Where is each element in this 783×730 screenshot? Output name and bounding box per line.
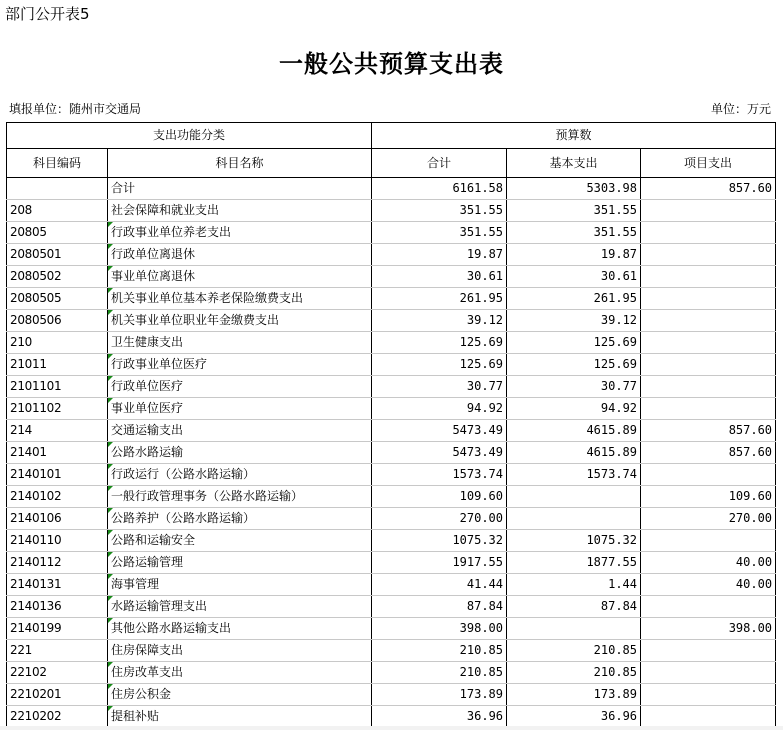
cell-subject-code[interactable]: 2080505 xyxy=(7,288,108,310)
table-row xyxy=(7,574,776,596)
cell-project-expenditure[interactable] xyxy=(641,596,776,618)
subject-name-text: 住房改革支出 xyxy=(111,665,184,679)
cell-project-expenditure[interactable] xyxy=(641,200,776,222)
subject-name-text: 合计 xyxy=(111,181,136,195)
cell-project-expenditure[interactable]: 857.60 xyxy=(641,420,776,442)
cell-total[interactable]: 36.96 xyxy=(372,706,507,728)
cell-basic-expenditure[interactable]: 351.55 xyxy=(507,200,641,222)
cell-subject-name[interactable] xyxy=(108,508,372,530)
table-row xyxy=(7,266,776,288)
cell-subject-code[interactable] xyxy=(7,178,108,200)
cell-total[interactable]: 41.44 xyxy=(372,574,507,596)
cell-total[interactable]: 1075.32 xyxy=(372,530,507,552)
cell-subject-name[interactable] xyxy=(108,354,372,376)
table-row xyxy=(7,596,776,618)
subject-name-text: 海事管理 xyxy=(111,577,160,591)
cell-total[interactable]: 261.95 xyxy=(372,288,507,310)
cell-basic-expenditure[interactable]: 125.69 xyxy=(507,354,641,376)
cell-subject-name[interactable] xyxy=(108,486,372,508)
table-row xyxy=(7,310,776,332)
cell-total[interactable]: 87.84 xyxy=(372,596,507,618)
header-row-group xyxy=(7,123,776,149)
cell-project-expenditure[interactable] xyxy=(641,244,776,266)
cell-project-expenditure[interactable] xyxy=(641,640,776,662)
subject-name-text: 行政运行（公路水路运输） xyxy=(111,467,256,481)
cell-total[interactable]: 6161.58 xyxy=(372,178,507,200)
cell-subject-name[interactable] xyxy=(108,266,372,288)
cell-subject-code[interactable]: 2140106 xyxy=(7,508,108,530)
cell-basic-expenditure[interactable]: 1877.55 xyxy=(507,552,641,574)
cell-basic-expenditure[interactable]: 39.12 xyxy=(507,310,641,332)
cell-marker-icon xyxy=(108,662,113,667)
table-row xyxy=(7,662,776,684)
header-function-classification[interactable]: 支出功能分类 xyxy=(7,123,372,149)
cell-subject-name[interactable] xyxy=(108,332,372,354)
subject-name-text: 公路水路运输 xyxy=(111,445,184,459)
cell-marker-icon xyxy=(108,486,113,491)
subject-name-text: 事业单位医疗 xyxy=(111,401,184,415)
table-row xyxy=(7,420,776,442)
cell-basic-expenditure[interactable]: 1.44 xyxy=(507,574,641,596)
cell-subject-name[interactable] xyxy=(108,662,372,684)
subject-name-text: 一般行政管理事务（公路水路运输） xyxy=(111,489,304,503)
cell-total[interactable]: 270.00 xyxy=(372,508,507,530)
sheet-bottom-edge xyxy=(0,726,783,730)
cell-subject-name[interactable] xyxy=(108,530,372,552)
cell-marker-icon xyxy=(108,244,113,249)
cell-subject-name[interactable] xyxy=(108,222,372,244)
cell-subject-name[interactable] xyxy=(108,376,372,398)
table-row xyxy=(7,354,776,376)
table-number-label: 部门公开表5 xyxy=(5,5,90,23)
cell-subject-code[interactable]: 2210202 xyxy=(7,706,108,728)
cell-marker-icon xyxy=(108,222,113,227)
table-row xyxy=(7,552,776,574)
cell-marker-icon xyxy=(108,288,113,293)
cell-project-expenditure[interactable] xyxy=(641,376,776,398)
cell-total[interactable]: 30.77 xyxy=(372,376,507,398)
currency-unit-label: 单位：万元 xyxy=(710,102,771,116)
table-row xyxy=(7,398,776,420)
cell-subject-code[interactable]: 2080502 xyxy=(7,266,108,288)
cell-subject-name[interactable] xyxy=(108,618,372,640)
cell-subject-code[interactable]: 2140102 xyxy=(7,486,108,508)
cell-total[interactable]: 1917.55 xyxy=(372,552,507,574)
cell-subject-name[interactable] xyxy=(108,552,372,574)
cell-marker-icon xyxy=(108,552,113,557)
subject-name-text: 行政事业单位医疗 xyxy=(111,357,208,371)
cell-subject-name[interactable] xyxy=(108,200,372,222)
cell-marker-icon xyxy=(108,442,113,447)
cell-subject-name[interactable] xyxy=(108,310,372,332)
cell-total[interactable]: 351.55 xyxy=(372,222,507,244)
cell-basic-expenditure[interactable]: 210.85 xyxy=(507,640,641,662)
subject-name-text: 事业单位离退休 xyxy=(111,269,196,283)
subject-name-text: 公路养护（公路水路运输） xyxy=(111,511,256,525)
cell-project-expenditure[interactable]: 109.60 xyxy=(641,486,776,508)
table-row xyxy=(7,530,776,552)
cell-subject-code[interactable]: 20805 xyxy=(7,222,108,244)
cell-marker-icon xyxy=(108,596,113,601)
subject-name-text: 卫生健康支出 xyxy=(111,335,184,349)
cell-subject-code[interactable]: 2101101 xyxy=(7,376,108,398)
cell-subject-name[interactable] xyxy=(108,178,372,200)
cell-total[interactable]: 398.00 xyxy=(372,618,507,640)
cell-project-expenditure[interactable] xyxy=(641,288,776,310)
cell-subject-name[interactable] xyxy=(108,596,372,618)
cell-subject-code[interactable]: 21401 xyxy=(7,442,108,464)
cell-subject-name[interactable] xyxy=(108,420,372,442)
header-subject-name[interactable]: 科目名称 xyxy=(108,149,372,178)
cell-basic-expenditure[interactable]: 351.55 xyxy=(507,222,641,244)
cell-project-expenditure[interactable] xyxy=(641,222,776,244)
table-row xyxy=(7,684,776,706)
cell-marker-icon xyxy=(108,508,113,513)
subject-name-text: 行政事业单位养老支出 xyxy=(111,225,232,239)
cell-project-expenditure[interactable]: 270.00 xyxy=(641,508,776,530)
subject-name-text: 行政单位医疗 xyxy=(111,379,184,393)
table-row xyxy=(7,288,776,310)
cell-project-expenditure[interactable]: 40.00 xyxy=(641,552,776,574)
cell-subject-name[interactable] xyxy=(108,640,372,662)
cell-project-expenditure[interactable] xyxy=(641,662,776,684)
cell-basic-expenditure[interactable]: 4615.89 xyxy=(507,420,641,442)
cell-total[interactable]: 109.60 xyxy=(372,486,507,508)
table-row xyxy=(7,618,776,640)
cell-project-expenditure[interactable]: 40.00 xyxy=(641,574,776,596)
reporting-unit-label: 填报单位：随州市交通局 xyxy=(9,102,142,116)
table-row xyxy=(7,200,776,222)
table-row xyxy=(7,244,776,266)
cell-project-expenditure[interactable] xyxy=(641,398,776,420)
subject-name-text: 行政单位离退休 xyxy=(111,247,196,261)
cell-marker-icon xyxy=(108,398,113,403)
subject-name-text: 其他公路水路运输支出 xyxy=(111,621,232,635)
table-row xyxy=(7,706,776,728)
cell-total[interactable]: 210.85 xyxy=(372,662,507,684)
cell-subject-code[interactable]: 22102 xyxy=(7,662,108,684)
cell-total[interactable]: 5473.49 xyxy=(372,442,507,464)
table-row xyxy=(7,222,776,244)
subject-name-text: 住房公积金 xyxy=(111,687,172,701)
header-subject-code[interactable]: 科目编码 xyxy=(7,149,108,178)
cell-subject-name[interactable] xyxy=(108,464,372,486)
header-budget-amount[interactable]: 预算数 xyxy=(372,123,776,149)
cell-total[interactable]: 1573.74 xyxy=(372,464,507,486)
cell-total[interactable]: 173.89 xyxy=(372,684,507,706)
subject-name-text: 机关事业单位职业年金缴费支出 xyxy=(111,313,280,327)
cell-subject-code[interactable]: 221 xyxy=(7,640,108,662)
cell-basic-expenditure[interactable]: 5303.98 xyxy=(507,178,641,200)
cell-subject-code[interactable]: 2080506 xyxy=(7,310,108,332)
cell-project-expenditure[interactable]: 398.00 xyxy=(641,618,776,640)
cell-marker-icon xyxy=(108,530,113,535)
subject-name-text: 社会保障和就业支出 xyxy=(111,203,220,217)
cell-basic-expenditure[interactable]: 173.89 xyxy=(507,684,641,706)
subject-name-text: 住房保障支出 xyxy=(111,643,184,657)
cell-marker-icon xyxy=(108,266,113,271)
cell-subject-code[interactable]: 210 xyxy=(7,332,108,354)
cell-basic-expenditure[interactable]: 210.85 xyxy=(507,662,641,684)
cell-subject-name[interactable] xyxy=(108,244,372,266)
cell-subject-name[interactable] xyxy=(108,398,372,420)
cell-project-expenditure[interactable] xyxy=(641,706,776,728)
cell-total[interactable]: 94.92 xyxy=(372,398,507,420)
cell-subject-code[interactable]: 2080501 xyxy=(7,244,108,266)
cell-subject-name[interactable] xyxy=(108,288,372,310)
cell-subject-code[interactable]: 2140112 xyxy=(7,552,108,574)
cell-subject-code[interactable]: 2101102 xyxy=(7,398,108,420)
cell-subject-code[interactable]: 214 xyxy=(7,420,108,442)
cell-basic-expenditure[interactable]: 4615.89 xyxy=(507,442,641,464)
table-row xyxy=(7,508,776,530)
cell-subject-code[interactable]: 208 xyxy=(7,200,108,222)
cell-subject-name[interactable] xyxy=(108,684,372,706)
cell-subject-code[interactable]: 2140101 xyxy=(7,464,108,486)
cell-subject-code[interactable]: 2140136 xyxy=(7,596,108,618)
cell-project-expenditure[interactable] xyxy=(641,464,776,486)
header-row-columns xyxy=(7,149,776,178)
subject-name-text: 水路运输管理支出 xyxy=(111,599,208,613)
cell-marker-icon xyxy=(108,376,113,381)
cell-project-expenditure[interactable]: 857.60 xyxy=(641,178,776,200)
cell-subject-name[interactable] xyxy=(108,706,372,728)
cell-basic-expenditure[interactable]: 1075.32 xyxy=(507,530,641,552)
cell-marker-icon xyxy=(108,354,113,359)
table-row xyxy=(7,178,776,200)
table-row xyxy=(7,640,776,662)
cell-total[interactable]: 39.12 xyxy=(372,310,507,332)
subject-name-text: 机关事业单位基本养老保险缴费支出 xyxy=(111,291,304,305)
cell-basic-expenditure[interactable]: 36.96 xyxy=(507,706,641,728)
cell-subject-code[interactable]: 2140110 xyxy=(7,530,108,552)
cell-project-expenditure[interactable] xyxy=(641,354,776,376)
cell-total[interactable]: 125.69 xyxy=(372,332,507,354)
cell-basic-expenditure[interactable] xyxy=(507,486,641,508)
table-row xyxy=(7,486,776,508)
cell-project-expenditure[interactable] xyxy=(641,684,776,706)
header-total[interactable]: 合计 xyxy=(372,149,507,178)
subject-name-text: 交通运输支出 xyxy=(111,423,184,437)
table-row xyxy=(7,442,776,464)
cell-basic-expenditure[interactable]: 19.87 xyxy=(507,244,641,266)
cell-project-expenditure[interactable] xyxy=(641,332,776,354)
cell-subject-name[interactable] xyxy=(108,574,372,596)
cell-basic-expenditure[interactable] xyxy=(507,508,641,530)
cell-basic-expenditure[interactable]: 87.84 xyxy=(507,596,641,618)
cell-total[interactable]: 5473.49 xyxy=(372,420,507,442)
cell-total[interactable]: 19.87 xyxy=(372,244,507,266)
document-title: 一般公共预算支出表 xyxy=(279,49,504,78)
cell-subject-code[interactable]: 2140131 xyxy=(7,574,108,596)
header-project-expenditure[interactable]: 项目支出 xyxy=(641,149,776,178)
cell-basic-expenditure[interactable]: 1573.74 xyxy=(507,464,641,486)
cell-marker-icon xyxy=(108,464,113,469)
cell-total[interactable]: 125.69 xyxy=(372,354,507,376)
cell-marker-icon xyxy=(108,574,113,579)
cell-basic-expenditure[interactable] xyxy=(507,618,641,640)
cell-marker-icon xyxy=(108,684,113,689)
cell-project-expenditure[interactable] xyxy=(641,530,776,552)
cell-basic-expenditure[interactable]: 94.92 xyxy=(507,398,641,420)
cell-basic-expenditure[interactable]: 261.95 xyxy=(507,288,641,310)
cell-subject-code[interactable]: 2140199 xyxy=(7,618,108,640)
cell-project-expenditure[interactable] xyxy=(641,310,776,332)
cell-basic-expenditure[interactable]: 125.69 xyxy=(507,332,641,354)
cell-marker-icon xyxy=(108,310,113,315)
cell-project-expenditure[interactable]: 857.60 xyxy=(641,442,776,464)
cell-subject-name[interactable] xyxy=(108,442,372,464)
cell-total[interactable]: 30.61 xyxy=(372,266,507,288)
cell-basic-expenditure[interactable]: 30.77 xyxy=(507,376,641,398)
cell-basic-expenditure[interactable]: 30.61 xyxy=(507,266,641,288)
cell-project-expenditure[interactable] xyxy=(641,266,776,288)
table-row xyxy=(7,464,776,486)
header-basic-expenditure[interactable]: 基本支出 xyxy=(507,149,641,178)
budget-expenditure-table xyxy=(6,122,776,728)
cell-marker-icon xyxy=(108,618,113,623)
cell-total[interactable]: 351.55 xyxy=(372,200,507,222)
table-row xyxy=(7,376,776,398)
cell-marker-icon xyxy=(108,706,113,711)
cell-total[interactable]: 210.85 xyxy=(372,640,507,662)
subject-name-text: 公路运输管理 xyxy=(111,555,184,569)
cell-subject-code[interactable]: 2210201 xyxy=(7,684,108,706)
subject-name-text: 提租补贴 xyxy=(111,709,160,723)
subject-name-text: 公路和运输安全 xyxy=(111,533,196,547)
cell-subject-code[interactable]: 21011 xyxy=(7,354,108,376)
table-row xyxy=(7,332,776,354)
